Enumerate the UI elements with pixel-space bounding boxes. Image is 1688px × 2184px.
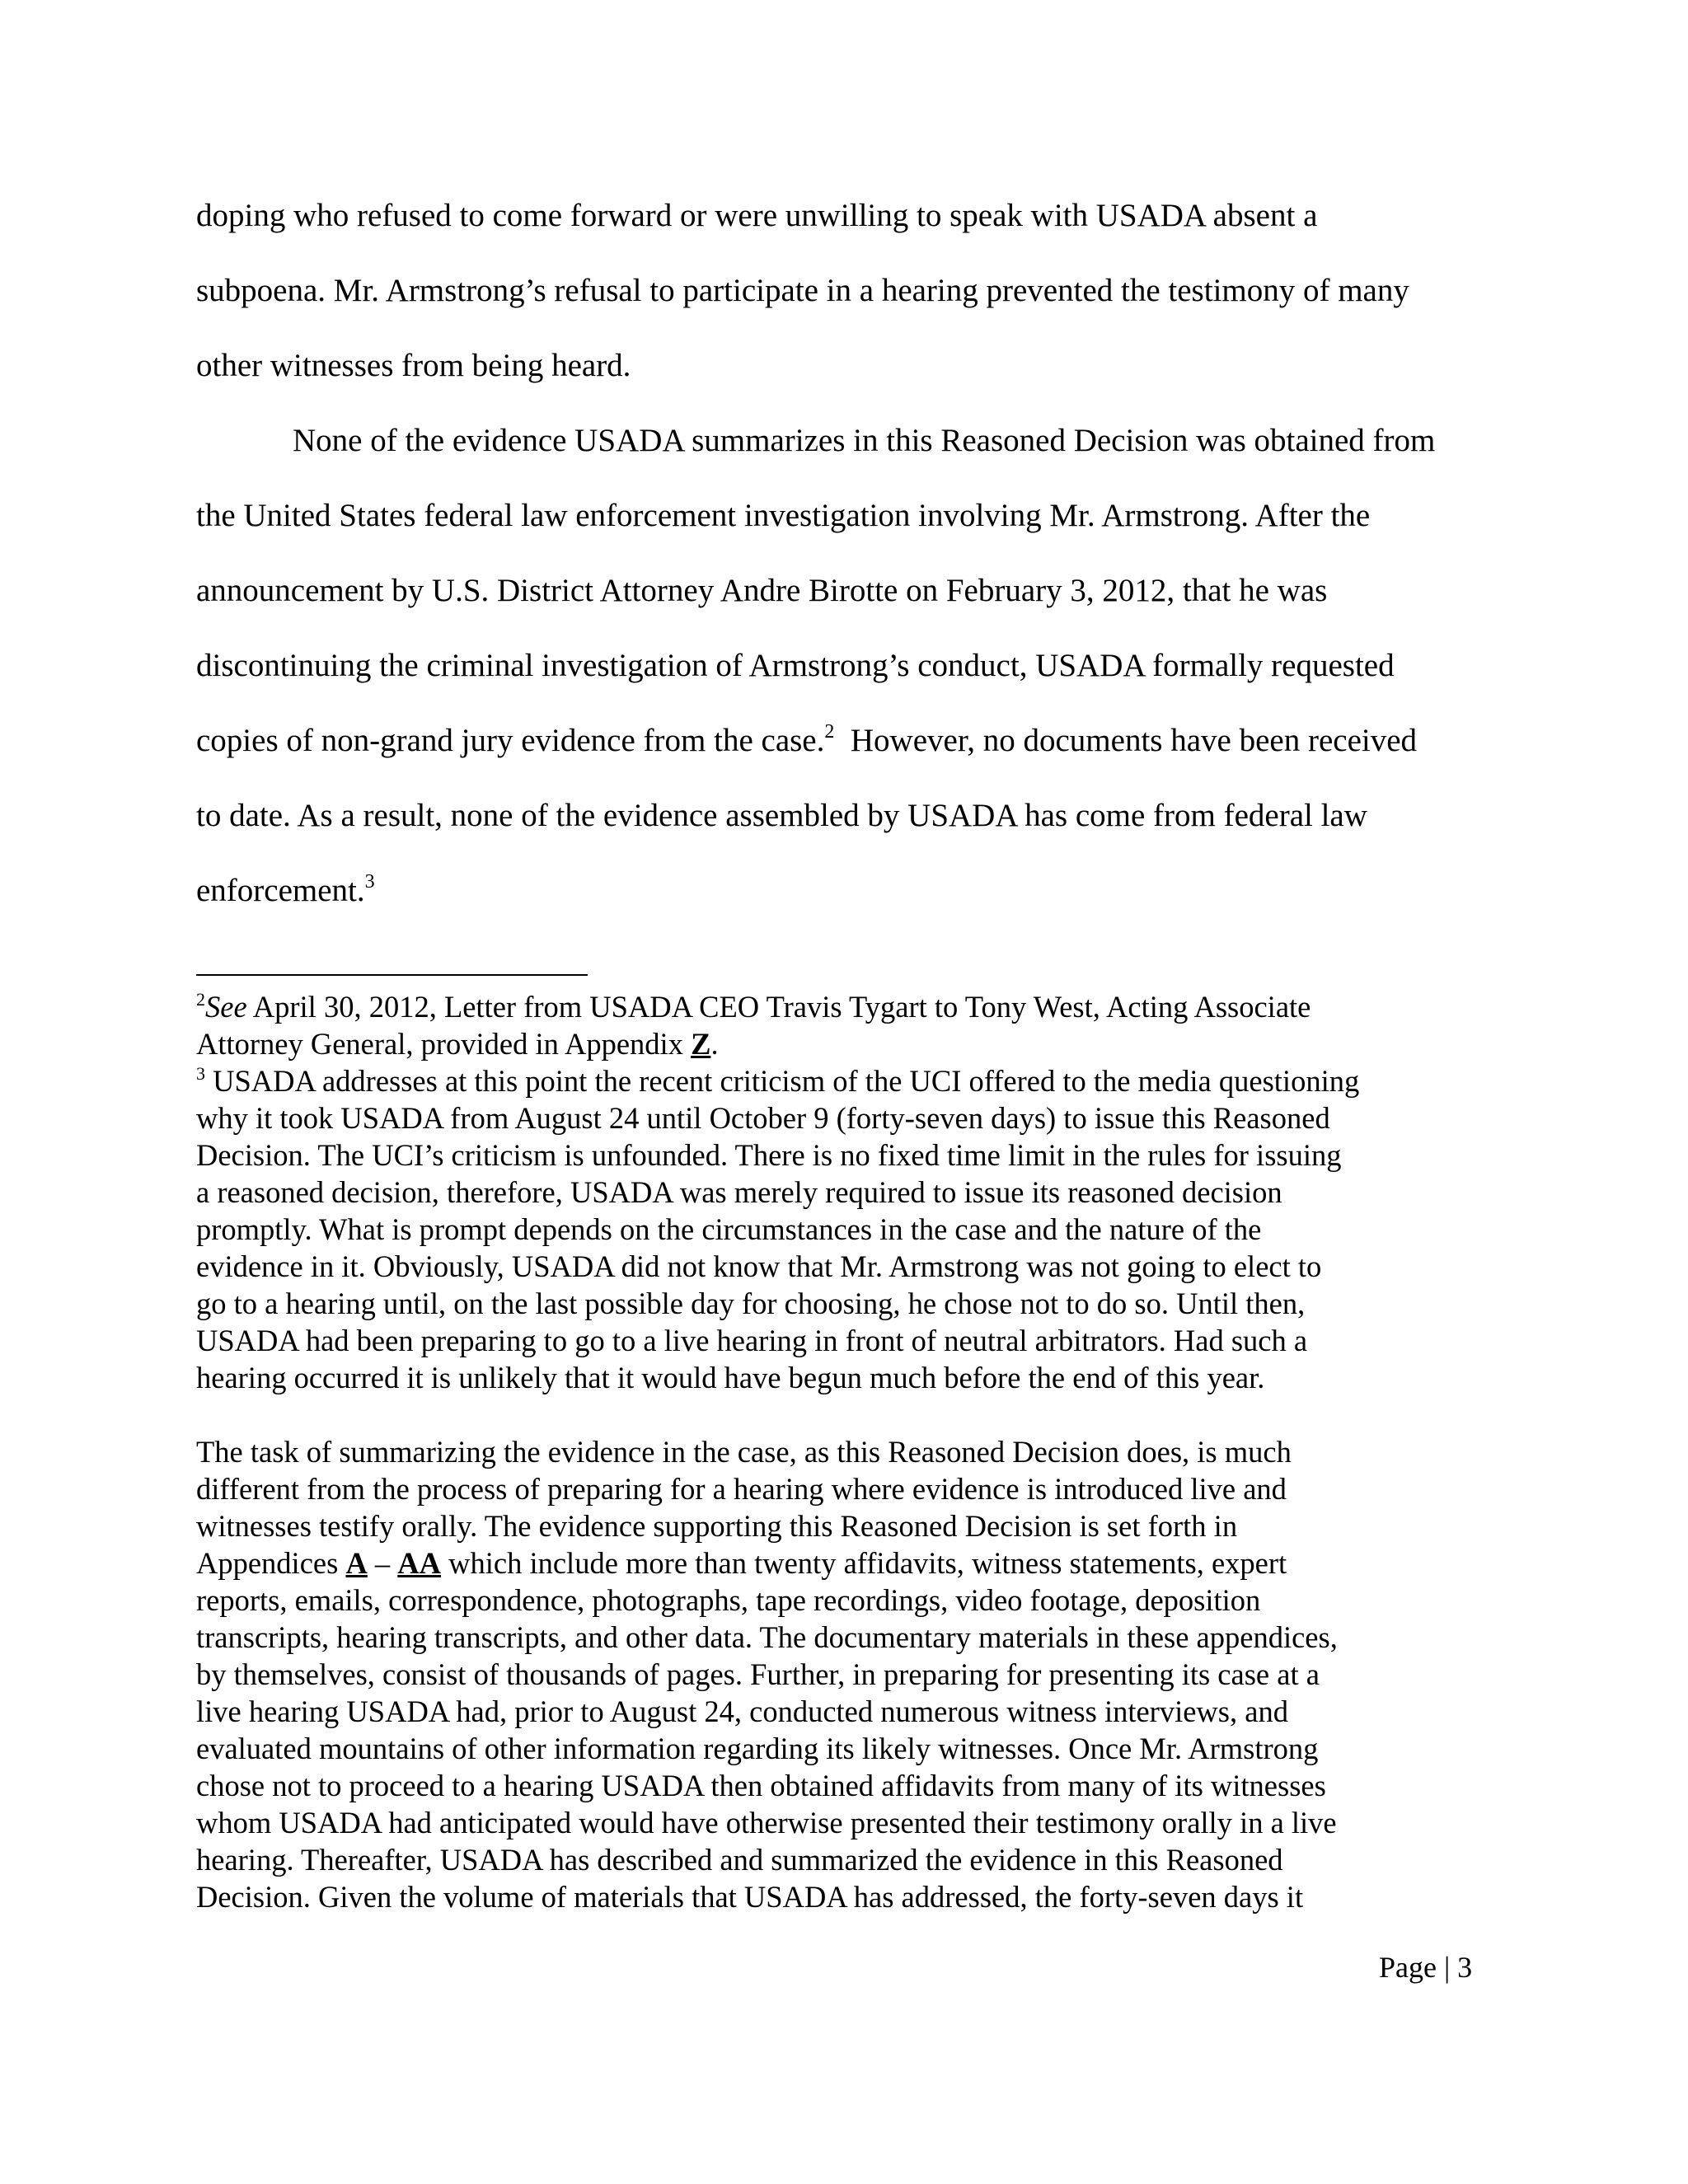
footnote-line: a reasoned decision, therefore, USADA was merely required to issue its reasoned decision — [196, 1175, 1282, 1209]
footnote-line: chose not to proceed to a hearing USADA then obtained affidavits from many of its witnesses — [196, 1769, 1326, 1802]
footnote-line: hearing occurred it is unlikely that it would have begun much before the end of this year. — [196, 1361, 1265, 1394]
footnote-text: which include more than twenty affidavits, witness statements, expert — [441, 1546, 1287, 1580]
body-line: to date. As a result, none of the evidence assembled by USADA has come from federal law — [196, 798, 1367, 833]
footnote-line: different from the process of preparing for a hearing where evidence is introduced live and — [196, 1472, 1287, 1506]
footnote-line: reports, emails, correspondence, photographs, tape recordings, video footage, deposition — [196, 1583, 1261, 1617]
footnote-2 — [196, 989, 1311, 1025]
footnote-3 — [196, 1063, 1359, 1099]
footnote-separator — [196, 974, 588, 976]
body-line: the United States federal law enforcement investigation involving Mr. Armstrong. After the — [196, 498, 1371, 533]
footnote-reference[interactable]: 3 — [364, 871, 375, 893]
footnote-line: evaluated mountains of other information regarding its likely witnesses. Once Mr. Armstrong — [196, 1732, 1319, 1765]
footnote-signal: See — [205, 990, 247, 1024]
appendix-link[interactable]: AA — [397, 1546, 442, 1580]
footnote-line: live hearing USADA had, prior to August 24, conducted numerous witness interviews, and — [196, 1694, 1288, 1728]
body-text: However, no documents have been received — [834, 723, 1418, 758]
appendix-link[interactable]: A — [345, 1546, 368, 1580]
footnote-number: 3 — [196, 1063, 205, 1084]
footnote-text: Attorney General, provided in Appendix — [196, 1027, 692, 1061]
body-line: subpoena. Mr. Armstrong’s refusal to participate in a hearing prevented the testimony of many — [196, 273, 1409, 308]
footnote-line: go to a hearing until, on the last possible day for choosing, he chose not to do so. Until then, — [196, 1286, 1306, 1320]
footnote-text: . — [710, 1027, 719, 1061]
footnote-text: USADA addresses at this point the recent criticism of the UCI offered to the media questioning — [205, 1064, 1360, 1098]
body-line — [196, 721, 1417, 761]
body-text: enforcement. — [196, 873, 365, 908]
body-line: discontinuing the criminal investigation of Armstrong’s conduct, USADA formally requested — [196, 648, 1395, 683]
footnote-line: why it took USADA from August 24 until October 9 (forty-seven days) to issue this Reasoned — [196, 1101, 1330, 1135]
footnote-reference[interactable]: 2 — [824, 721, 835, 743]
footnote-line — [196, 1545, 1287, 1582]
body-line — [196, 871, 375, 911]
footnote-number: 2 — [196, 989, 205, 1010]
footnote-text: Appendices — [196, 1546, 346, 1580]
footnote-line: whom USADA had anticipated would have otherwise presented their testimony orally in a live — [196, 1806, 1337, 1840]
footnote-line: Decision. Given the volume of materials that USADA has addressed, the forty-seven days it — [196, 1880, 1304, 1914]
body-paragraph-start: None of the evidence USADA summarizes in this Reasoned Decision was obtained from — [293, 423, 1436, 458]
footnote-line: evidence in it. Obviously, USADA did not know that Mr. Armstrong was not going to elect to — [196, 1249, 1322, 1283]
footnote-line: transcripts, hearing transcripts, and other data. The documentary materials in these appendices, — [196, 1620, 1338, 1654]
footnote-line: by themselves, consist of thousands of pages. Further, in preparing for presenting its case at a — [196, 1657, 1320, 1691]
footnote-line: Decision. The UCI’s criticism is unfounded. There is no fixed time limit in the rules for issuing — [196, 1138, 1342, 1172]
footnote-line: promptly. What is prompt depends on the circumstances in the case and the nature of the — [196, 1212, 1262, 1246]
footnote-line: USADA had been preparing to go to a live hearing in front of neutral arbitrators. Had such a — [196, 1324, 1308, 1357]
appendix-link[interactable]: Z — [691, 1027, 711, 1061]
footnote-text: – — [367, 1546, 398, 1580]
footnote-line: The task of summarizing the evidence in the case, as this Reasoned Decision does, is much — [196, 1435, 1292, 1469]
footnote-line: witnesses testify orally. The evidence supporting this Reasoned Decision is set forth in — [196, 1509, 1238, 1543]
body-line: doping who refused to come forward or were unwilling to speak with USADA absent a — [196, 198, 1318, 233]
page-number: Page | 3 — [1379, 1951, 1473, 1984]
footnote-line — [196, 1026, 719, 1062]
body-line: other witnesses from being heard. — [196, 348, 631, 383]
footnote-line: hearing. Thereafter, USADA has described and summarized the evidence in this Reasoned — [196, 1843, 1283, 1877]
body-text: copies of non-grand jury evidence from the case. — [196, 723, 825, 758]
footnote-text: April 30, 2012, Letter from USADA CEO Travis Tygart to Tony West, Acting Associate — [246, 990, 1311, 1024]
body-line: announcement by U.S. District Attorney Andre Birotte on February 3, 2012, that he was — [196, 573, 1328, 608]
